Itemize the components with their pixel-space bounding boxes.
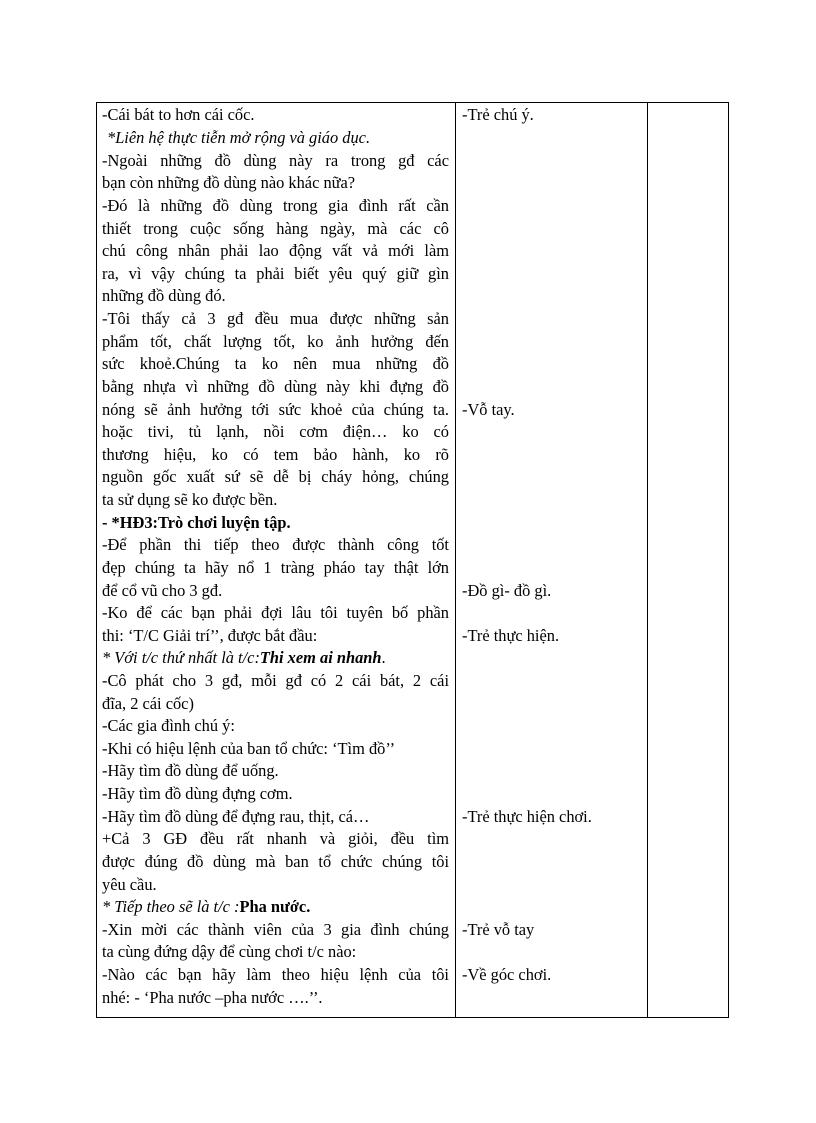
- text-line: -Trẻ vỗ tay: [462, 920, 535, 939]
- text-line: -Nào các bạn hãy làm theo hiệu lệnh của tôi: [102, 965, 449, 984]
- game-intro: * Với t/c thứ nhất là t/c:: [102, 648, 260, 667]
- notes-cell: [648, 103, 729, 1018]
- text-line: -Vỗ tay.: [462, 400, 515, 419]
- text-line: -Trẻ thực hiện chơi.: [462, 807, 592, 826]
- text-line: ra, vì vậy chúng ta phải biết yêu quý giữ gìn: [102, 264, 449, 283]
- text-line: hoặc tivi, tủ lạnh, nồi cơm điện… ko có: [102, 422, 449, 441]
- text-line: -Về góc chơi.: [462, 965, 552, 984]
- text-line: *Liên hệ thực tiễn mở rộng và giáo dục.: [107, 128, 371, 147]
- game-name: Thi xem ai nhanh: [259, 648, 382, 667]
- game-name: Pha nước.: [239, 897, 311, 916]
- text-line: -Xin mời các thành viên của 3 gia đình chúng: [102, 920, 449, 939]
- text-line: thi: ‘T/C Giải trí’’, được bắt đầu:: [102, 626, 318, 645]
- lesson-table: [96, 102, 729, 1018]
- game-intro: * Tiếp theo sẽ là t/c :: [102, 897, 240, 916]
- text-line: -Các gia đình chú ý:: [102, 716, 235, 735]
- text-line: -Hãy tìm đồ dùng để uống.: [102, 761, 279, 780]
- text-line: +Cả 3 GĐ đều rất nhanh và giỏi, đều tìm: [102, 829, 449, 848]
- text-line: được đúng đồ dùng mà ban tổ chức chúng tôi: [102, 852, 449, 871]
- text-line: -Cô phát cho 3 gđ, mỗi gđ có 2 cái bát, 2 cái: [102, 671, 449, 690]
- text-line: phẩm tốt, chất lượng tốt, ko ảnh hưởng đến: [102, 332, 449, 351]
- text-line: -Hãy tìm đồ dùng để đựng rau, thịt, cá…: [102, 807, 370, 826]
- text-line: những đồ dùng đó.: [102, 286, 226, 305]
- text-line: nóng sẽ ảnh hưởng tới sức khoẻ của chúng ta.: [102, 400, 449, 419]
- text-line: -Đồ gì- đồ gì.: [462, 581, 552, 600]
- text-line: thiết trong cuộc sống hàng ngày, mà các cô: [102, 219, 449, 238]
- text-line: đẹp chúng ta hãy nổ 1 tràng pháo tay thật lớn: [102, 558, 449, 577]
- text-line: -Tôi thấy cả 3 gđ đều mua được những sản: [102, 309, 449, 328]
- text-line: -Ngoài những đồ dùng này ra trong gđ các: [102, 151, 449, 170]
- text-line: để cổ vũ cho 3 gđ.: [102, 581, 223, 600]
- text-line: nhé: - ‘Pha nước –pha nước ….’’.: [102, 988, 323, 1007]
- text-line: ta sử dụng sẽ ko được bền.: [102, 490, 278, 509]
- text-line: -Trẻ thực hiện.: [462, 626, 560, 645]
- text-line: -Cái bát to hơn cái cốc.: [102, 105, 255, 124]
- text-line: nguồn gốc xuất sứ sẽ dễ bị cháy hỏng, chúng: [102, 467, 449, 486]
- table-row: [97, 103, 729, 1018]
- text-line: sức khoẻ.Chúng ta ko nên mua những đồ: [102, 354, 449, 373]
- section-heading: - *HĐ3:Trò chơi luyện tập.: [102, 513, 291, 532]
- text-line: bạn còn những đồ dùng nào khác nữa?: [102, 173, 356, 192]
- text-line: -Hãy tìm đồ dùng đựng cơm.: [102, 784, 293, 803]
- text-line: -Để phần thi tiếp theo được thành công tốt: [102, 535, 449, 554]
- text-line: [102, 897, 449, 917]
- text-line: đĩa, 2 cái cốc): [102, 694, 194, 713]
- text-line: ta cùng đứng dậy để cùng chơi t/c nào:: [102, 942, 357, 961]
- text-line: -Trẻ chú ý.: [462, 105, 534, 124]
- text-line: -Khi có hiệu lệnh của ban tổ chức: ‘Tìm đồ’’: [102, 739, 396, 758]
- text-line: -Đó là những đồ dùng trong gia đình rất cần: [102, 196, 449, 215]
- teacher-activity-cell: [97, 103, 456, 1018]
- child-activity-cell: [456, 103, 648, 1018]
- text-line: yêu cầu.: [102, 875, 157, 894]
- text-line: thương hiệu, ko có tem bảo hành, ko rõ: [102, 445, 449, 464]
- text-line: bằng nhựa vì những đồ dùng này khi đựng đồ: [102, 377, 449, 396]
- text-line: * Với t/c thứ nhất là t/c:Thi xem ai nhanh.: [102, 648, 386, 667]
- text-line: chú công nhân phải lao động vất vả mới làm: [102, 241, 449, 260]
- text-line: -Ko để các bạn phải đợi lâu tôi tuyên bố phần: [102, 603, 449, 622]
